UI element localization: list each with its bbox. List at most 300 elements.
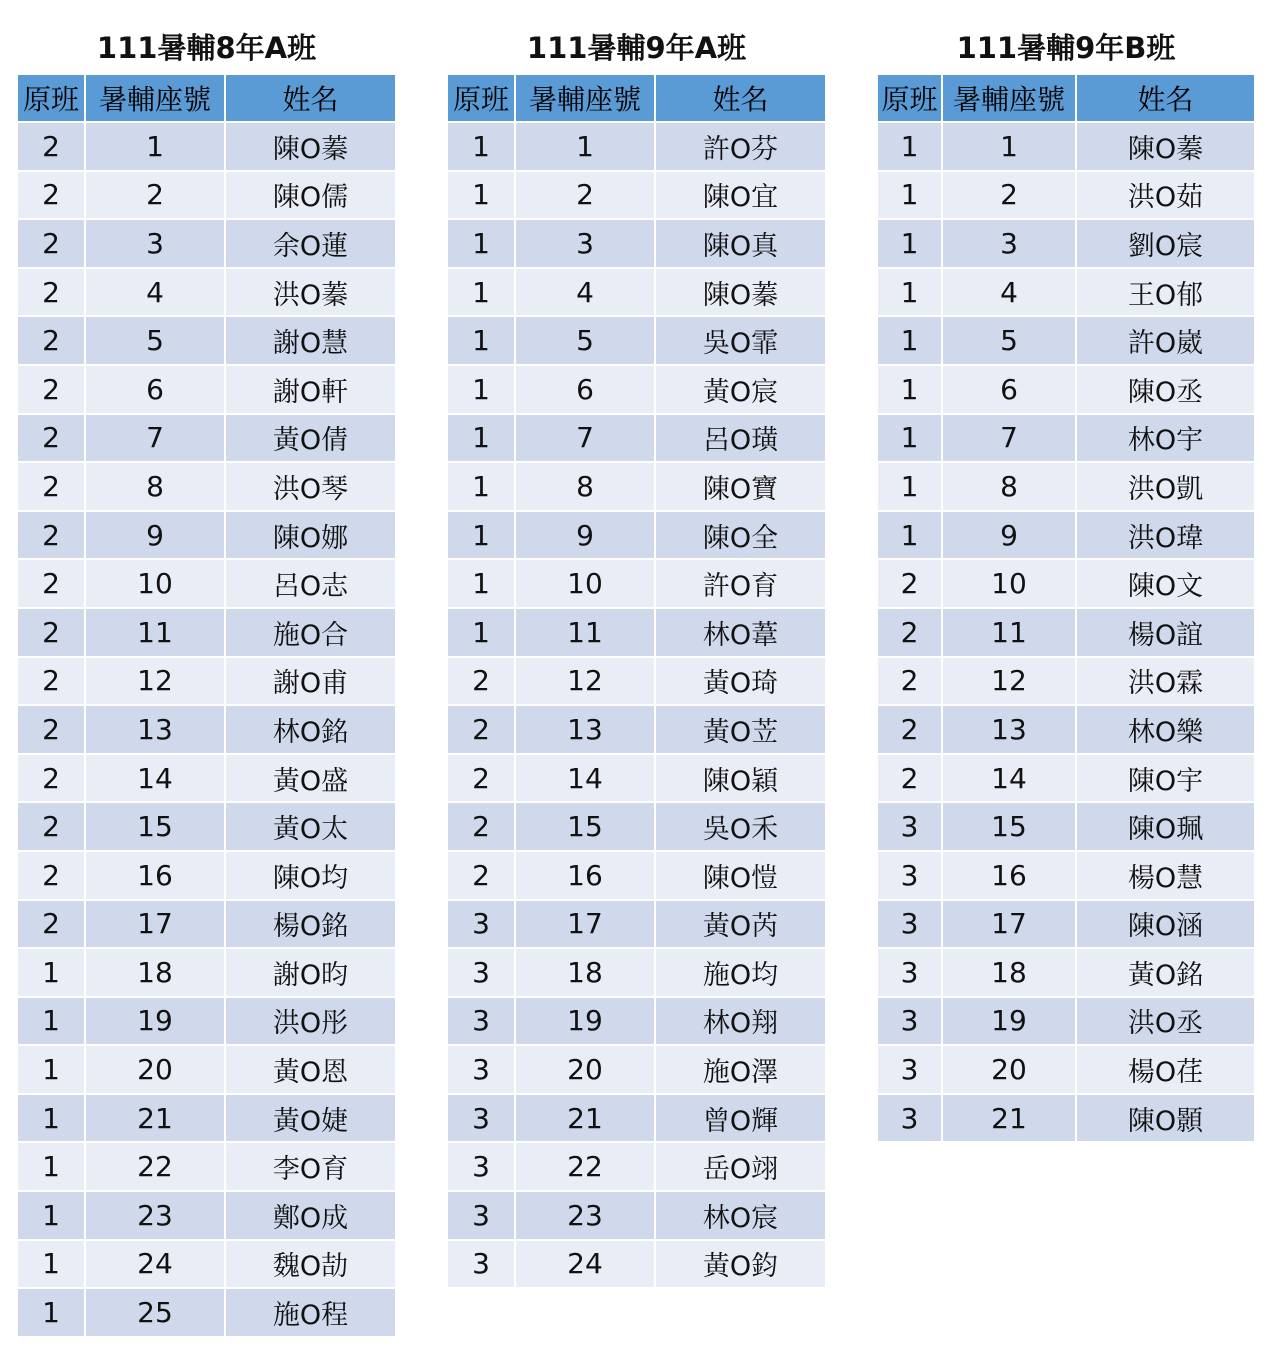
table-row: [448, 317, 825, 366]
original-class-cell: 3: [878, 852, 943, 901]
summer-seat-cell: 14: [516, 755, 656, 804]
original-class-cell: 3: [448, 998, 516, 1047]
summer-seat-cell: 19: [943, 998, 1077, 1047]
original-class-cell: 3: [878, 949, 943, 998]
original-class-cell: 1: [448, 172, 516, 221]
original-class-cell: 1: [878, 415, 943, 464]
original-class-cell: 1: [18, 1095, 86, 1144]
summer-seat-cell: 12: [516, 658, 656, 707]
header-name: 姓名: [226, 75, 395, 123]
summer-seat-cell: 3: [516, 220, 656, 269]
summer-seat-cell: 13: [86, 706, 226, 755]
table-row: [448, 366, 825, 415]
original-class-cell: 1: [18, 998, 86, 1047]
summer-seat-cell: 10: [516, 560, 656, 609]
original-class-cell: 2: [878, 560, 943, 609]
summer-seat-cell: 15: [86, 803, 226, 852]
table-row: [18, 123, 395, 172]
original-class-cell: 3: [878, 803, 943, 852]
student-name-cell: 王O郁: [1077, 269, 1254, 318]
original-class-cell: 3: [878, 1095, 943, 1144]
table-row: [18, 1095, 395, 1144]
table-row: [18, 512, 395, 561]
summer-seat-cell: 25: [86, 1289, 226, 1338]
table-row: [18, 998, 395, 1047]
original-class-cell: 1: [448, 512, 516, 561]
summer-seat-cell: 17: [943, 901, 1077, 950]
original-class-cell: 1: [878, 317, 943, 366]
student-name-cell: 陳O涵: [1077, 901, 1254, 950]
table-row: [448, 172, 825, 221]
summer-seat-cell: 8: [943, 463, 1077, 512]
header-row: [18, 75, 395, 123]
summer-seat-cell: 4: [516, 269, 656, 318]
summer-seat-cell: 21: [943, 1095, 1077, 1144]
summer-seat-cell: 11: [943, 609, 1077, 658]
original-class-cell: 2: [18, 220, 86, 269]
original-class-cell: 1: [448, 415, 516, 464]
student-name-cell: 魏O劼: [226, 1241, 395, 1290]
original-class-cell: 2: [18, 317, 86, 366]
original-class-cell: 2: [18, 803, 86, 852]
original-class-cell: 2: [18, 609, 86, 658]
summer-seat-cell: 24: [86, 1241, 226, 1290]
table-row: [18, 366, 395, 415]
summer-seat-cell: 18: [516, 949, 656, 998]
original-class-cell: 2: [18, 852, 86, 901]
student-name-cell: 洪O茹: [1077, 172, 1254, 221]
table-row: [878, 755, 1254, 804]
original-class-cell: 1: [878, 220, 943, 269]
table-row: [878, 901, 1254, 950]
original-class-cell: 3: [448, 1192, 516, 1241]
original-class-cell: 2: [18, 123, 86, 172]
summer-seat-cell: 22: [516, 1143, 656, 1192]
summer-seat-cell: 12: [943, 658, 1077, 707]
student-name-cell: 謝O軒: [226, 366, 395, 415]
original-class-cell: 1: [878, 463, 943, 512]
table-row: [18, 1046, 395, 1095]
summer-seat-cell: 11: [86, 609, 226, 658]
table-row: [878, 1095, 1254, 1144]
summer-seat-cell: 13: [516, 706, 656, 755]
student-name-cell: 黃O盛: [226, 755, 395, 804]
summer-seat-cell: 16: [86, 852, 226, 901]
summer-seat-cell: 6: [943, 366, 1077, 415]
student-name-cell: 李O育: [226, 1143, 395, 1192]
summer-seat-cell: 9: [943, 512, 1077, 561]
summer-seat-cell: 15: [516, 803, 656, 852]
student-name-cell: 楊O荏: [1077, 1046, 1254, 1095]
class-9a-title: 111暑輔9年A班: [526, 31, 747, 65]
student-name-cell: 洪O凱: [1077, 463, 1254, 512]
original-class-cell: 1: [878, 269, 943, 318]
table-row: [18, 172, 395, 221]
student-name-cell: 謝O甫: [226, 658, 395, 707]
student-name-cell: 陳O文: [1077, 560, 1254, 609]
original-class-cell: 3: [448, 1095, 516, 1144]
table-row: [18, 560, 395, 609]
table-row: [448, 998, 825, 1047]
table-row: [448, 658, 825, 707]
table-row: [448, 1241, 825, 1290]
summer-seat-cell: 7: [516, 415, 656, 464]
class-8a-title: 111暑輔8年A班: [96, 31, 317, 65]
summer-seat-cell: 4: [943, 269, 1077, 318]
table-row: [448, 560, 825, 609]
summer-seat-cell: 20: [943, 1046, 1077, 1095]
original-class-cell: 1: [878, 123, 943, 172]
student-name-cell: 陳O蓁: [1077, 123, 1254, 172]
table-row: [878, 803, 1254, 852]
student-name-cell: 陳O穎: [656, 755, 825, 804]
original-class-cell: 2: [18, 512, 86, 561]
table-row: [448, 512, 825, 561]
original-class-cell: 1: [448, 123, 516, 172]
original-class-cell: 1: [448, 317, 516, 366]
summer-seat-cell: 17: [516, 901, 656, 950]
summer-seat-cell: 17: [86, 901, 226, 950]
table-row: [878, 123, 1254, 172]
table-row: [18, 1143, 395, 1192]
original-class-cell: 2: [18, 755, 86, 804]
original-class-cell: 2: [878, 706, 943, 755]
table-row: [18, 706, 395, 755]
summer-seat-cell: 8: [516, 463, 656, 512]
student-name-cell: 林O宸: [656, 1192, 825, 1241]
student-name-cell: 謝O昀: [226, 949, 395, 998]
summer-seat-cell: 18: [943, 949, 1077, 998]
header-name: 姓名: [656, 75, 825, 123]
original-class-cell: 2: [18, 658, 86, 707]
student-name-cell: 林O銘: [226, 706, 395, 755]
class-9a-table: [448, 75, 825, 1289]
student-name-cell: 黃O苙: [656, 706, 825, 755]
student-name-cell: 楊O慧: [1077, 852, 1254, 901]
summer-seat-cell: 4: [86, 269, 226, 318]
table-row: [878, 415, 1254, 464]
student-name-cell: 呂O璜: [656, 415, 825, 464]
class-9a-rows: [448, 123, 825, 1289]
student-name-cell: 吳O禾: [656, 803, 825, 852]
class-8a-table: [18, 75, 395, 1338]
original-class-cell: 3: [448, 1046, 516, 1095]
summer-seat-cell: 11: [516, 609, 656, 658]
student-name-cell: 劉O宸: [1077, 220, 1254, 269]
table-row: [878, 269, 1254, 318]
original-class-cell: 2: [18, 172, 86, 221]
table-row: [878, 172, 1254, 221]
table-row: [878, 658, 1254, 707]
table-row: [448, 415, 825, 464]
original-class-cell: 1: [448, 560, 516, 609]
summer-seat-cell: 6: [516, 366, 656, 415]
table-row: [878, 998, 1254, 1047]
student-name-cell: 黃O琦: [656, 658, 825, 707]
student-name-cell: 楊O銘: [226, 901, 395, 950]
table-row: [448, 803, 825, 852]
student-name-cell: 陳O丞: [1077, 366, 1254, 415]
original-class-cell: 1: [18, 949, 86, 998]
table-row: [448, 1095, 825, 1144]
summer-seat-cell: 13: [943, 706, 1077, 755]
student-name-cell: 林O葦: [656, 609, 825, 658]
table-row: [18, 1241, 395, 1290]
summer-seat-cell: 10: [943, 560, 1077, 609]
summer-seat-cell: 16: [516, 852, 656, 901]
summer-seat-cell: 10: [86, 560, 226, 609]
table-row: [878, 949, 1254, 998]
header-original-class: 原班: [448, 75, 516, 123]
header-original-class: 原班: [18, 75, 86, 123]
table-row: [878, 852, 1254, 901]
student-name-cell: 許O崴: [1077, 317, 1254, 366]
student-name-cell: 陳O寶: [656, 463, 825, 512]
summer-seat-cell: 21: [516, 1095, 656, 1144]
table-row: [18, 463, 395, 512]
original-class-cell: 2: [18, 269, 86, 318]
table-row: [448, 220, 825, 269]
table-row: [878, 560, 1254, 609]
original-class-cell: 1: [878, 512, 943, 561]
summer-seat-cell: 7: [943, 415, 1077, 464]
original-class-cell: 2: [448, 658, 516, 707]
summer-seat-cell: 5: [943, 317, 1077, 366]
summer-seat-cell: 3: [86, 220, 226, 269]
table-row: [18, 658, 395, 707]
student-name-cell: 洪O瑋: [1077, 512, 1254, 561]
original-class-cell: 2: [18, 366, 86, 415]
summer-seat-cell: 14: [943, 755, 1077, 804]
original-class-cell: 1: [448, 220, 516, 269]
table-row: [18, 949, 395, 998]
student-name-cell: 陳O全: [656, 512, 825, 561]
original-class-cell: 1: [448, 609, 516, 658]
original-class-cell: 3: [448, 1241, 516, 1290]
student-name-cell: 陳O真: [656, 220, 825, 269]
student-name-cell: 陳O娜: [226, 512, 395, 561]
header-row: [878, 75, 1254, 123]
original-class-cell: 1: [18, 1143, 86, 1192]
student-name-cell: 楊O誼: [1077, 609, 1254, 658]
summer-seat-cell: 7: [86, 415, 226, 464]
student-name-cell: 曾O輝: [656, 1095, 825, 1144]
student-name-cell: 黃O銘: [1077, 949, 1254, 998]
table-row: [448, 123, 825, 172]
header-name: 姓名: [1077, 75, 1254, 123]
table-row: [18, 415, 395, 464]
header-summer-seat: 暑輔座號: [943, 75, 1077, 123]
header-original-class: 原班: [878, 75, 943, 123]
original-class-cell: 2: [18, 560, 86, 609]
student-name-cell: 黃O太: [226, 803, 395, 852]
student-name-cell: 黃O芮: [656, 901, 825, 950]
summer-seat-cell: 24: [516, 1241, 656, 1290]
student-name-cell: 陳O儒: [226, 172, 395, 221]
summer-seat-cell: 16: [943, 852, 1077, 901]
student-name-cell: 施O澤: [656, 1046, 825, 1095]
summer-seat-cell: 6: [86, 366, 226, 415]
student-name-cell: 許O育: [656, 560, 825, 609]
original-class-cell: 1: [18, 1192, 86, 1241]
class-9b-title: 111暑輔9年B班: [956, 31, 1176, 65]
original-class-cell: 3: [448, 949, 516, 998]
student-name-cell: 施O程: [226, 1289, 395, 1338]
table-row: [18, 317, 395, 366]
original-class-cell: 2: [448, 852, 516, 901]
original-class-cell: 3: [878, 1046, 943, 1095]
student-name-cell: 鄭O成: [226, 1192, 395, 1241]
original-class-cell: 2: [448, 706, 516, 755]
original-class-cell: 1: [448, 463, 516, 512]
original-class-cell: 2: [18, 463, 86, 512]
table-row: [448, 755, 825, 804]
table-row: [448, 949, 825, 998]
table-row: [18, 609, 395, 658]
student-name-cell: 謝O慧: [226, 317, 395, 366]
table-row: [18, 269, 395, 318]
summer-seat-cell: 14: [86, 755, 226, 804]
table-row: [18, 852, 395, 901]
class-9b-rows: [878, 123, 1254, 1143]
student-name-cell: 洪O霖: [1077, 658, 1254, 707]
original-class-cell: 1: [18, 1241, 86, 1290]
student-name-cell: 施O合: [226, 609, 395, 658]
summer-seat-cell: 22: [86, 1143, 226, 1192]
table-row: [448, 269, 825, 318]
summer-seat-cell: 3: [943, 220, 1077, 269]
original-class-cell: 3: [878, 901, 943, 950]
summer-seat-cell: 1: [516, 123, 656, 172]
table-row: [448, 706, 825, 755]
summer-seat-cell: 2: [943, 172, 1077, 221]
student-name-cell: 余O蓮: [226, 220, 395, 269]
header-summer-seat: 暑輔座號: [86, 75, 226, 123]
summer-seat-cell: 5: [516, 317, 656, 366]
summer-seat-cell: 15: [943, 803, 1077, 852]
original-class-cell: 1: [448, 269, 516, 318]
summer-seat-cell: 9: [86, 512, 226, 561]
table-row: [448, 852, 825, 901]
student-name-cell: 黃O倩: [226, 415, 395, 464]
student-name-cell: 許O芬: [656, 123, 825, 172]
original-class-cell: 2: [18, 706, 86, 755]
original-class-cell: 3: [878, 998, 943, 1047]
original-class-cell: 2: [878, 755, 943, 804]
student-name-cell: 洪O蓁: [226, 269, 395, 318]
student-name-cell: 陳O顥: [1077, 1095, 1254, 1144]
student-name-cell: 洪O彤: [226, 998, 395, 1047]
student-name-cell: 陳O宜: [656, 172, 825, 221]
student-name-cell: 黃O鈞: [656, 1241, 825, 1290]
table-row: [878, 1046, 1254, 1095]
table-row: [878, 366, 1254, 415]
student-name-cell: 林O樂: [1077, 706, 1254, 755]
table-row: [448, 463, 825, 512]
student-name-cell: 吳O霏: [656, 317, 825, 366]
table-row: [18, 1192, 395, 1241]
table-row: [878, 512, 1254, 561]
original-class-cell: 2: [18, 901, 86, 950]
summer-seat-cell: 23: [516, 1192, 656, 1241]
original-class-cell: 2: [18, 415, 86, 464]
header-summer-seat: 暑輔座號: [516, 75, 656, 123]
original-class-cell: 2: [878, 658, 943, 707]
summer-seat-cell: 8: [86, 463, 226, 512]
original-class-cell: 1: [18, 1046, 86, 1095]
student-name-cell: 施O均: [656, 949, 825, 998]
table-row: [878, 220, 1254, 269]
summer-seat-cell: 18: [86, 949, 226, 998]
summer-seat-cell: 12: [86, 658, 226, 707]
table-row: [18, 901, 395, 950]
original-class-cell: 2: [448, 803, 516, 852]
student-name-cell: 洪O琴: [226, 463, 395, 512]
table-row: [878, 706, 1254, 755]
table-row: [448, 1192, 825, 1241]
student-name-cell: 陳O均: [226, 852, 395, 901]
original-class-cell: 1: [878, 366, 943, 415]
original-class-cell: 2: [448, 755, 516, 804]
table-row: [448, 1046, 825, 1095]
student-name-cell: 黃O宸: [656, 366, 825, 415]
summer-seat-cell: 2: [86, 172, 226, 221]
summer-seat-cell: 23: [86, 1192, 226, 1241]
table-row: [18, 755, 395, 804]
summer-seat-cell: 19: [516, 998, 656, 1047]
summer-seat-cell: 1: [86, 123, 226, 172]
table-row: [18, 1289, 395, 1338]
student-name-cell: 林O翔: [656, 998, 825, 1047]
table-row: [448, 1143, 825, 1192]
table-row: [18, 803, 395, 852]
original-class-cell: 3: [448, 1143, 516, 1192]
student-name-cell: 洪O丞: [1077, 998, 1254, 1047]
summer-seat-cell: 9: [516, 512, 656, 561]
table-row: [878, 317, 1254, 366]
student-name-cell: 岳O翊: [656, 1143, 825, 1192]
summer-seat-cell: 2: [516, 172, 656, 221]
table-row: [878, 609, 1254, 658]
original-class-cell: 1: [18, 1289, 86, 1338]
table-row: [448, 901, 825, 950]
original-class-cell: 1: [448, 366, 516, 415]
summer-seat-cell: 5: [86, 317, 226, 366]
summer-seat-cell: 20: [86, 1046, 226, 1095]
original-class-cell: 2: [878, 609, 943, 658]
student-name-cell: 黃O婕: [226, 1095, 395, 1144]
original-class-cell: 3: [448, 901, 516, 950]
original-class-cell: 1: [878, 172, 943, 221]
summer-seat-cell: 21: [86, 1095, 226, 1144]
class-9b-table: [878, 75, 1254, 1143]
student-name-cell: 林O宇: [1077, 415, 1254, 464]
table-row: [448, 609, 825, 658]
summer-seat-cell: 1: [943, 123, 1077, 172]
class-8a-rows: [18, 123, 395, 1338]
summer-seat-cell: 19: [86, 998, 226, 1047]
student-name-cell: 呂O志: [226, 560, 395, 609]
header-row: [448, 75, 825, 123]
summer-seat-cell: 20: [516, 1046, 656, 1095]
student-name-cell: 陳O蓁: [226, 123, 395, 172]
student-name-cell: 陳O宇: [1077, 755, 1254, 804]
student-name-cell: 黃O恩: [226, 1046, 395, 1095]
student-name-cell: 陳O愷: [656, 852, 825, 901]
student-name-cell: 陳O珮: [1077, 803, 1254, 852]
table-row: [878, 463, 1254, 512]
table-row: [18, 220, 395, 269]
